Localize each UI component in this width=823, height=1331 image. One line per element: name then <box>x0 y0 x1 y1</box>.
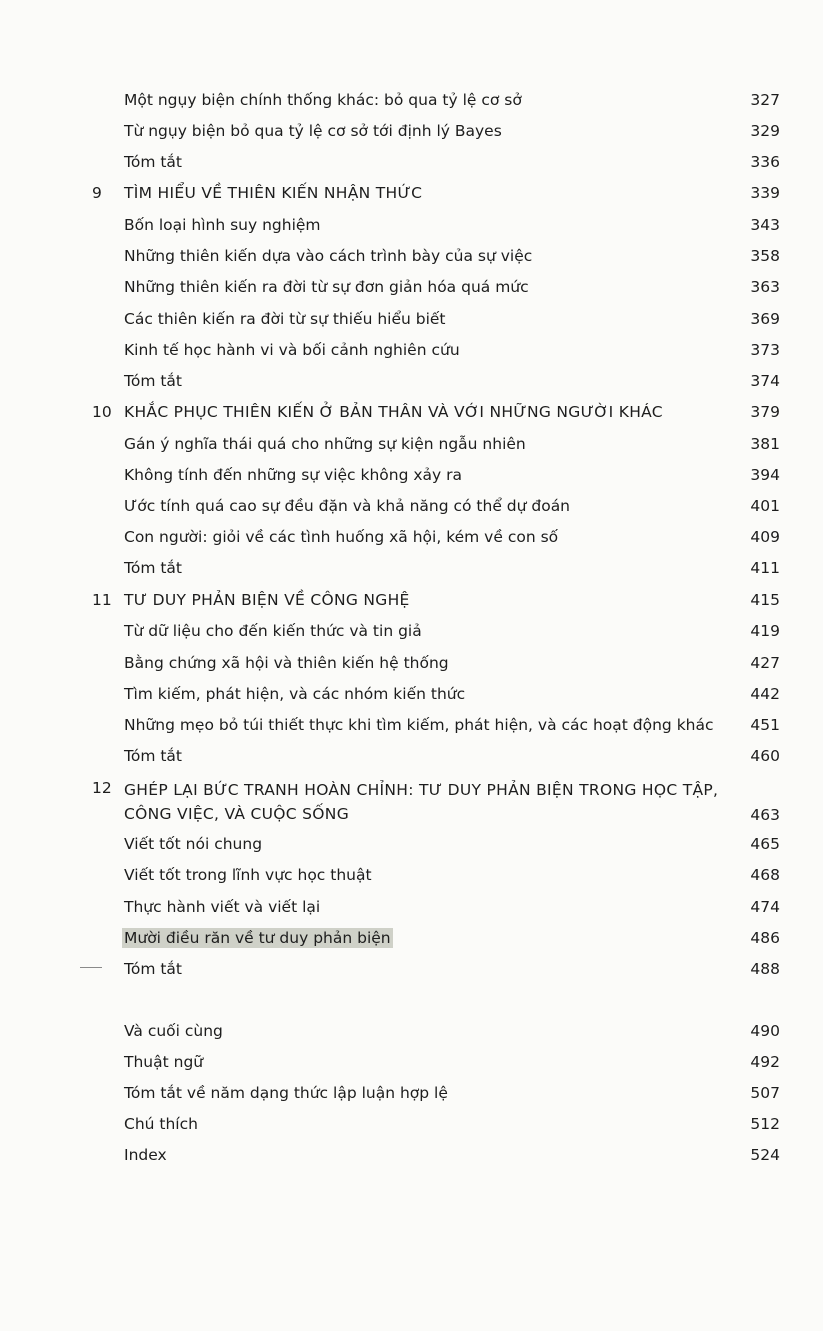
entry-title: Các thiên kiến ra đời từ sự thiếu hiểu biết <box>124 310 446 328</box>
entry-page: 507 <box>750 1084 780 1102</box>
entry-page: 339 <box>750 184 780 202</box>
entry-page: 486 <box>750 929 780 947</box>
entry-page: 358 <box>750 247 780 265</box>
entry-page: 474 <box>750 898 780 916</box>
entry-page: 460 <box>750 747 780 765</box>
entry-title: Con người: giỏi về các tình huống xã hội, kém về con số <box>124 528 559 546</box>
entry-page: 488 <box>750 960 780 978</box>
entry-page: 512 <box>750 1115 780 1133</box>
entry-title: Tóm tắt <box>124 747 182 765</box>
entry-title: Viết tốt trong lĩnh vực học thuật <box>124 866 372 884</box>
entry-page: 468 <box>750 866 780 884</box>
entry-title: Một ngụy biện chính thống khác: bỏ qua tỷ lệ cơ sở <box>124 91 522 109</box>
entry-page: 409 <box>750 528 780 546</box>
entry-title: Tóm tắt về năm dạng thức lập luận hợp lệ <box>124 1084 448 1102</box>
entry-title: Và cuối cùng <box>124 1022 223 1040</box>
entry-title: Những mẹo bỏ túi thiết thực khi tìm kiếm, phát hiện, và các hoạt động khác <box>124 716 714 734</box>
entry-page: 524 <box>750 1146 780 1164</box>
entry-page: 373 <box>750 341 780 359</box>
entry-title: Tìm kiếm, phát hiện, và các nhóm kiến thức <box>124 685 466 703</box>
entry-page: 492 <box>750 1053 780 1071</box>
entry-page: 381 <box>750 435 780 453</box>
chapter-title: GHÉP LẠI BỨC TRANH HOÀN CHỈNH: TƯ DUY PHẢN BIỆN TRONG HỌC TẬP, CÔNG VIỆC, VÀ CUỘC SỐNG <box>124 781 719 823</box>
entry-page: 329 <box>750 122 780 140</box>
entry-title: Những thiên kiến dựa vào cách trình bày của sự việc <box>124 247 533 265</box>
entry-page: 415 <box>750 591 780 609</box>
entry-title: Thực hành viết và viết lại <box>124 898 321 916</box>
entry-title: Tóm tắt <box>124 559 182 577</box>
entry-title: Từ ngụy biện bỏ qua tỷ lệ cơ sở tới định lý Bayes <box>124 122 502 140</box>
chapter-number: 10 <box>92 403 112 421</box>
entry-title: Những thiên kiến ra đời từ sự đơn giản hóa quá mức <box>124 278 529 296</box>
entry-page: 465 <box>750 835 780 853</box>
entry-title: Bốn loại hình suy nghiệm <box>124 216 321 234</box>
entry-title: Mười điều răn về tư duy phản biện <box>124 929 391 947</box>
entry-page: 442 <box>750 685 780 703</box>
entry-page: 427 <box>750 654 780 672</box>
entry-title: Bằng chứng xã hội và thiên kiến hệ thống <box>124 654 449 672</box>
entry-title: Index <box>124 1146 167 1164</box>
entry-title: Chú thích <box>124 1115 198 1133</box>
margin-pencil-mark <box>80 967 102 968</box>
entry-title: Ước tính quá cao sự đều đặn và khả năng có thể dự đoán <box>124 497 571 515</box>
chapter-number: 11 <box>92 591 112 609</box>
entry-page: 463 <box>750 806 780 824</box>
entry-page: 363 <box>750 278 780 296</box>
entry-page: 379 <box>750 403 780 421</box>
entry-title: Viết tốt nói chung <box>124 835 263 853</box>
entry-title: Thuật ngữ <box>124 1053 204 1071</box>
entry-title: Tóm tắt <box>124 372 182 390</box>
entry-page: 411 <box>750 559 780 577</box>
entry-page: 451 <box>750 716 780 734</box>
chapter-title: TÌM HIỂU VỀ THIÊN KIẾN NHẬN THỨC <box>124 184 423 202</box>
chapter-title: KHẮC PHỤC THIÊN KIẾN Ở BẢN THÂN VÀ VỚI NHỮNG NGƯỜI KHÁC <box>124 403 663 421</box>
entry-page: 394 <box>750 466 780 484</box>
entry-page: 419 <box>750 622 780 640</box>
entry-page: 490 <box>750 1022 780 1040</box>
entry-title: Từ dữ liệu cho đến kiến thức và tin giả <box>124 622 422 640</box>
entry-page: 401 <box>750 497 780 515</box>
entry-page: 369 <box>750 310 780 328</box>
entry-page: 327 <box>750 91 780 109</box>
toc-chapter <box>0 778 823 826</box>
chapter-number: 9 <box>92 184 102 202</box>
entry-title: Tóm tắt <box>124 153 182 171</box>
entry-title: Không tính đến những sự việc không xảy ra <box>124 466 463 484</box>
entry-page: 343 <box>750 216 780 234</box>
chapter-number: 12 <box>92 779 112 797</box>
entry-title: Kinh tế học hành vi và bối cảnh nghiên cứu <box>124 341 460 359</box>
chapter-title: TƯ DUY PHẢN BIỆN VỀ CÔNG NGHỆ <box>124 591 410 609</box>
entry-title: Tóm tắt <box>124 960 182 978</box>
entry-page: 336 <box>750 153 780 171</box>
entry-title: Gán ý nghĩa thái quá cho những sự kiện ngẫu nhiên <box>124 435 526 453</box>
entry-page: 374 <box>750 372 780 390</box>
